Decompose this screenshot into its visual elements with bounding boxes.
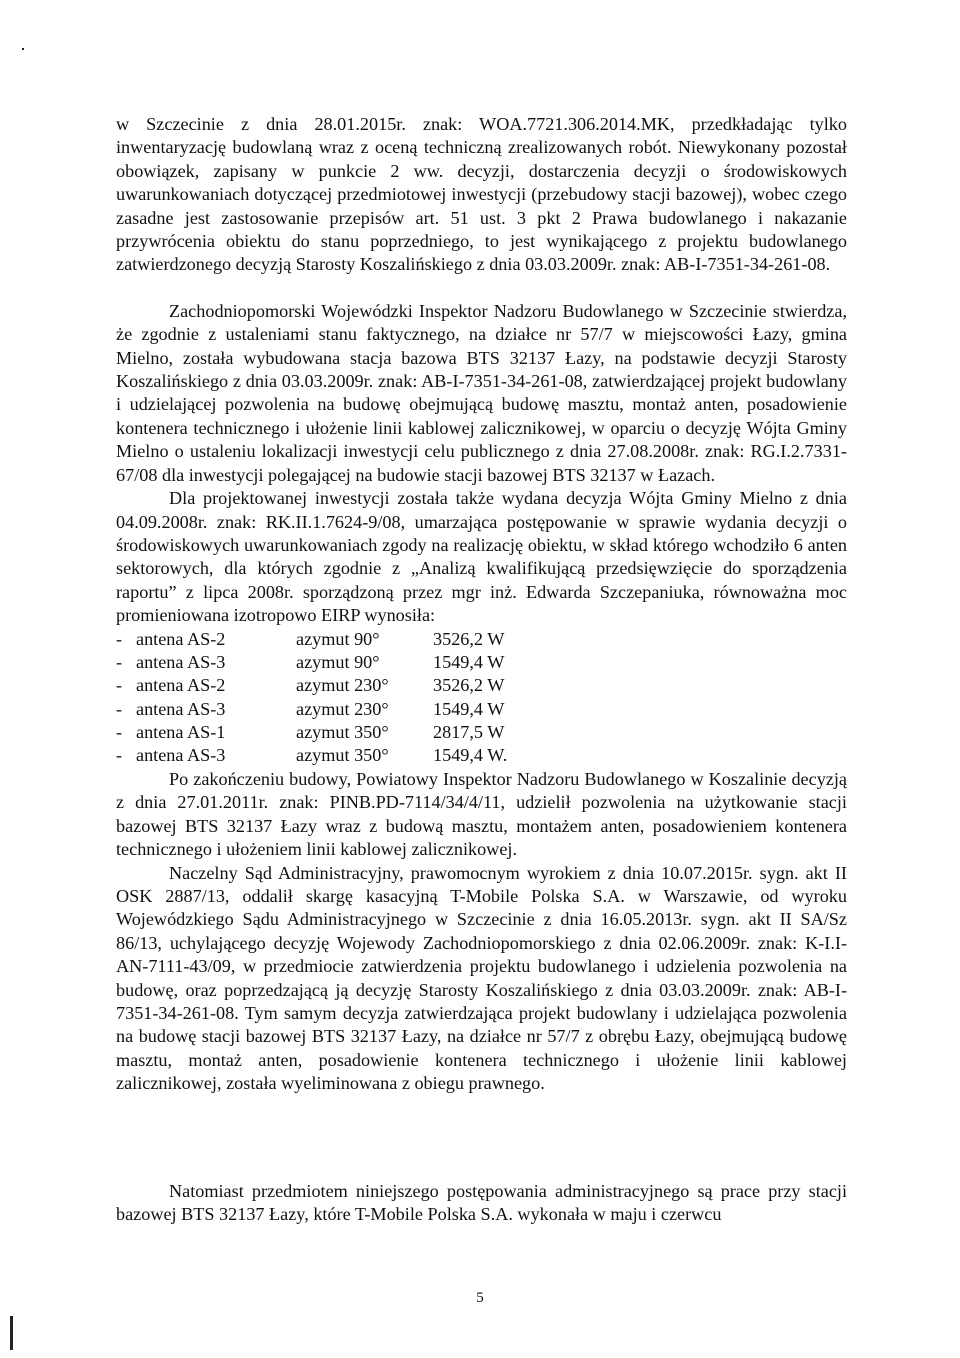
antenna-azimuth: azymut 230° (296, 698, 389, 719)
antenna-power: 1549,4 W (433, 698, 505, 719)
paragraph-subject-of-proceedings: Natomiast przedmiotem niniejszego postępowania administracyjnego są prace przy stacji bazowej BTS 32137 Łazy, które T-Mobile Polska S.A. wykonała w maju i czerwcu (116, 1181, 847, 1225)
antenna-row (116, 674, 847, 697)
antenna-list (116, 628, 847, 768)
paragraph-use-permit: Po zakończeniu budowy, Powiatowy Inspektor Nadzoru Budowlanego w Koszalinie decyzją z dnia 27.01.2011r. znak: PINB.PD-7114/34/4/11, udzielił pozwolenia na użytkowanie stacji bazowej BTS 32137 Łazy wraz z budową masztu, montażem anten, posadowieniem kontenera technicznego i ułożeniem linii kablowej zalicznikowej. (116, 768, 847, 860)
list-dash: - (116, 651, 123, 672)
antenna-azimuth: azymut 90° (296, 651, 380, 672)
antenna-azimuth: azymut 90° (296, 628, 380, 649)
antenna-power: 1549,4 W (433, 651, 505, 672)
antenna-name: antena AS-3 (136, 745, 226, 766)
antenna-row (116, 721, 847, 744)
text-body-bottom (116, 1180, 847, 1227)
antenna-row (116, 744, 847, 767)
scan-artifact-mark (10, 1316, 13, 1350)
antenna-power: 3526,2 W (433, 675, 505, 696)
antenna-azimuth: azymut 350° (296, 722, 389, 743)
antenna-row (116, 698, 847, 721)
antenna-azimuth: azymut 230° (296, 675, 389, 696)
antenna-azimuth: azymut 350° (296, 745, 389, 766)
antenna-name: antena AS-3 (136, 651, 226, 672)
antenna-name: antena AS-1 (136, 722, 226, 743)
antenna-name: antena AS-3 (136, 698, 226, 719)
paragraph-environmental-decision: Dla projektowanej inwestycji została także wydana decyzja Wójta Gminy Mielno z dnia 04.09.2008r. znak: RK.II.1.7624-9/08, umarzająca postępowanie w sprawie wydania decyzji o środowiskowych uwarunkowaniach zgody na realizację obiektu, w skład którego wchodziło 6 anten sektorowych, dla których zgodnie z „Analizą kwalifikującą przedsięwzięcie do sporządzenia raportu” z lipca 2008r. sporządzoną przez mgr inż. Edwarda Szczepaniuka, równoważna moc promieniowana izotropowo EIRP wynosiła: (116, 488, 847, 626)
antenna-row (116, 628, 847, 651)
scan-artifact-dot (22, 48, 24, 50)
text-body-top (116, 113, 847, 1096)
paragraph-continuation: w Szczecinie z dnia 28.01.2015r. znak: WOA.7721.306.2014.MK, przedkładając tylko inwentaryzację budowlaną wraz z oceną techniczną zrealizowanych robót. Niewykonany pozostał obowiązek, zapisany w punkcie 2 ww. decyzji, dostarczenia decyzji o środowiskowych uwarunkowaniach dotyczącej przedmiotowej inwestycji (przebudowy stacji bazowej), wobec czego zasadne jest zastosowanie przepisów art. 51 ust. 3 pkt 2 Prawa budowlanego i nakazanie przywrócenia obiektu do stanu poprzedniego, to jest wynikającego z projektu budowlanego zatwierdzonego decyzją Starosty Koszalińskiego z dnia 03.03.2009r. znak: AB-I-7351-34-261-08. (116, 114, 847, 275)
antenna-row (116, 651, 847, 674)
list-dash: - (116, 722, 123, 743)
paragraph-inspector-finding: Zachodniopomorski Wojewódzki Inspektor Nadzoru Budowlanego w Szczecinie stwierdza, że zgodnie z ustaleniami stanu faktycznego, na działce nr 57/7 w miejscowości Łazy, gmina Mielno, została wybudowana stacja bazowa BTS 32137 Łazy, na podstawie decyzji Starosty Koszalińskiego z dnia 03.03.2009r. znak: AB-I-7351-34-261-08, zatwierdzającej projekt budowlany i udzielającej pozwolenia na budowę obejmującą budowę masztu, montaż anten, posadowienie kontenera technicznego i ułożenie linii kablowej zalicznikowej, w oparciu o decyzję Wójta Gminy Mielno o ustaleniu lokalizacji inwestycji celu publicznego z dnia 27.08.2008r. znak: RG.I.2.7331-67/08 dla inwestycji polegającej na budowie stacji bazowej BTS 32137 w Łazach. (116, 300, 847, 485)
list-dash: - (116, 675, 123, 696)
list-dash: - (116, 628, 123, 649)
paragraph-court-ruling: Naczelny Sąd Administracyjny, prawomocnym wyrokiem z dnia 10.07.2015r. sygn. akt II OSK 2887/13, oddalił skargę kasacyjną T-Mobile Polska S.A. w Warszawie, od wyroku Wojewódzkiego Sądu Administracyjnego w Szczecinie z dnia 16.05.2013r. sygn. akt II SA/Sz 86/13, uchylającego decyzję Wojewody Zachodniopomorskiego z dnia 02.06.2009r. znak: K-I.I-AN-7111-43/09, w przedmiocie zatwierdzenia projektu budowlanego i udzielenia pozwolenia na budowę, oraz poprzedzającą ją decyzję Starosty Koszalińskiego z dnia 03.03.2009r. znak: AB-I-7351-34-261-08. Tym samym decyzja zatwierdzająca projekt budowlany i udzielająca pozwolenia na budowę stacji bazowej BTS 32137 Łazy, na działce nr 57/7 z obrębu Łazy, obejmującą budowę masztu, montaż anten, posadowienie kontenera technicznego i ułożenie linii kablowej zalicznikowej, została wyeliminowana z obiegu prawnego. (116, 862, 847, 1094)
list-dash: - (116, 745, 123, 766)
antenna-power: 1549,4 W. (433, 745, 508, 766)
page-number: 5 (476, 1290, 484, 1306)
antenna-name: antena AS-2 (136, 628, 226, 649)
list-dash: - (116, 698, 123, 719)
antenna-power: 3526,2 W (433, 628, 505, 649)
antenna-power: 2817,5 W (433, 722, 505, 743)
antenna-name: antena AS-2 (136, 675, 226, 696)
